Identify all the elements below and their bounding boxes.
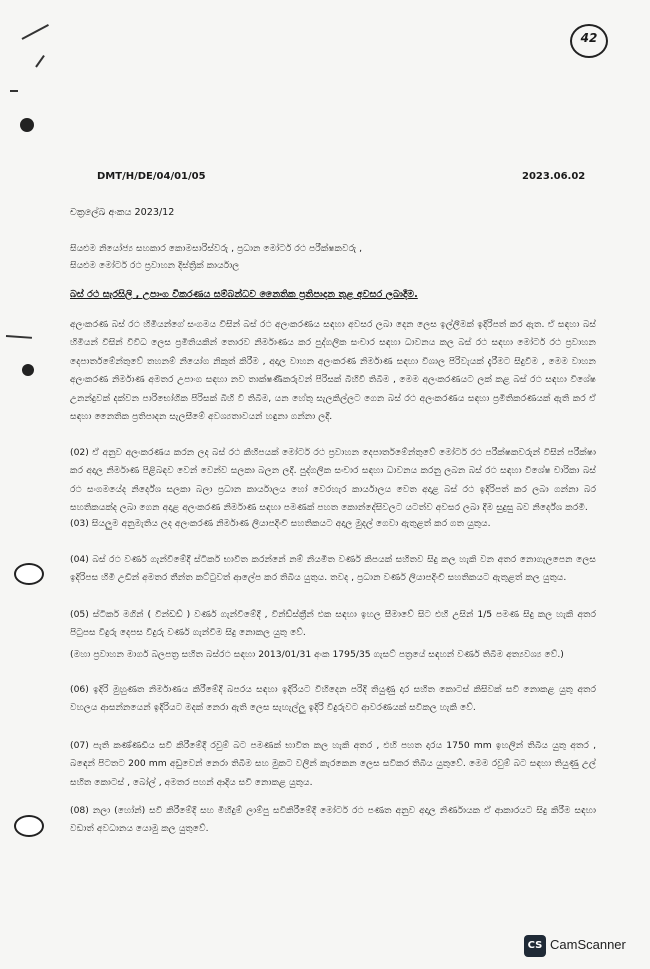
scan-mark	[10, 90, 18, 92]
scan-mark	[35, 55, 45, 68]
paragraph-07: (07) පැති කණ්ණඩිය සවි කිරීමේදී රවුම් බට පමණක් භාවිත කල හැකි අතර , එහි පහත දාරය 1750 mm ඉහලින් තිබිය යුතු අතර , බඳෙන් පිටතට 200 mm අඩුවෙන් නෙරා තිබීම සහ මුකට වලින් කැරකෙන ලෙස සවිකර තිබිය යුතුවේ. මෙම රවුම් බට සඳහා තියුණු උල් සහිත කොටස් , බෝල් , අමතර පහන් ආදිය සවි නොකළ යුතුය.	[70, 740, 596, 788]
reference-number: DMT/H/DE/04/01/05	[97, 171, 206, 182]
paragraph-03: (03) සියලුම අනුමැතිය ලද අලංකරණ නිර්මාණ ලියාපදිංචි සහතිකයට අදාල මුදල් ගෙවා ඇතුළත් කර ගත යුතුය.	[70, 518, 491, 529]
paragraph-02: (02) ඒ අනුව අලංකරණය කරන ලද බස් රථ කිහිපයක් මෝටර් රථ ප්‍රවාහන දෙපාර්තමේන්තුවේ මෝටර් රථ පරීක්ෂකවරුන් විසින් පරීක්ෂා කර අදාල නිර්මාණ පිළිබඳව වෙන් වෙන්ව සලකා බලන ලදී. පුද්ගලික සංචාර සඳහා ධාවනය කරනු ලබන බස් රථ සඳහා විශේෂ චාරිකා බස් රථ සංගමයේද නිර්දේශ සලකා බලා ප්‍රධාන කාර්යාලය හෝ වෙරහැර කාර්යාලය වෙත අදාළ බස් රථ ඉදිරිපත් කර ලබා ගන්නා බර සහතිකයක්ද ලබා ගෙන අදාළ අලංකරණ නිර්මාණ සඳහා පමණක් පහත කොන්දේසිවලට යටත්ව අවසර ලබා දීම සුදුසු බව නිර්දේශ කරමි.	[70, 447, 596, 514]
paragraph-gazette-note: (මහා ප්‍රවාහන මාර්ග බලපත්‍ර සහිත බස්රථ සඳහා 2013/01/31 අංක 1795/35 ගැසට් පත්‍රයේ සඳහන් වර්ණ තිබීම අත්‍යවශ්‍ය වේ.)	[70, 649, 564, 660]
camscanner-watermark: CamScanner	[550, 937, 626, 952]
binder-clip-icon	[14, 815, 44, 837]
paragraph-06: (06) ඉදිරි මුහුණත නිර්මාණය කිරීමේදී බපරය සඳහා ඉදිරියට විහිදෙන පරිදි තියුණු දාර සහිත කොටස් කිසිවක් සවි නොකළ යුතු අතර වහලය ආසන්නයෙන් ඉදිරියට මදක් නෙරා ඇති ලෙස සැහැල්ලු ඉදිරි වීදුරුවට ආවරණයක් සවිකල හැකි වේ.	[70, 684, 596, 714]
document-date: 2023.06.02	[522, 171, 586, 182]
subject-heading: බස් රථ සැරසිලි , උපාංග විකරණය සම්බන්ධව නෛතික ප්‍රතිපාදන තුළ අවසර ලබාදීම.	[70, 289, 418, 300]
paragraph-08: (08) නලා (හෝන්) සවි කිරීමේදී සහ මිහිදුම් ලාම්පු සවිකිරීමේදී මෝටර් රථ පණත අනුව අදාල නිර්ණායක ඒ ආකාරයට සිදු කිරීම සඳහා වඩාත් අවධානය යොමු කල යුතුවේ.	[70, 805, 596, 835]
punch-hole	[20, 118, 34, 132]
scan-mark	[6, 335, 32, 339]
page-number: 42	[580, 31, 598, 45]
circular-number: චක්‍රලේඛ අංකය 2023/12	[70, 207, 175, 218]
punch-hole	[22, 364, 34, 376]
paragraph-04: (04) බස් රථ වර්ණ ගැන්වීමේදී ස්ටිකර් භාවිත කරන්නේ නම් නියමිත වර්ණ කිපයක් සහිතව සිදු කල හැකි වන අතර නොගැලපෙන ලෙස ඉදිරිපස හිමි උඩින් අමතර තීන්ත කට්ටුවත් ආලේප කර තිබිය යුතුය. තවද , ප්‍රධාන වර්ණ ලියාපදිංචි සහතිකයට ඇතුළත් කල යුතුය.	[70, 554, 596, 584]
scan-mark	[22, 24, 49, 40]
camscanner-logo-icon: CS	[524, 935, 546, 957]
recipient-line-1: සියළුම නියෝජ්‍ය සහකාර කොමසාරිස්වරු , ප්‍රධාන මෝටර් රථ පරීක්ෂකවරු ,	[70, 243, 363, 254]
binder-clip-icon	[14, 563, 44, 585]
recipient-line-2: සියළුම මෝටර් රථ ප්‍රවාහන දිස්ත්‍රික් කාර්යාල	[70, 260, 240, 271]
intro-paragraph: අලංකරණ බස් රථ හිමියන්ගේ සංගමය විසින් බස් රථ අලංකරණය සඳහා අවසර ලබා දෙන ලෙස ඉල්ලීමක් ඉදිරිපත් කර ඇත. ඒ සඳහා බස් හිමියන් විසින් විවිධ ලෙස ප්‍රමිතියකින් තොරව නිර්මාණය කර පුද්ගලික සංචාර සඳහා ධාවනය කල බස් රථ සඳහා මෝටර් රථ ප්‍රවාහන දෙපාර්තමේන්තුවේ තහනම් නියෝග නිකුත් කිරීම , අදාල වාහන අලංකරණ නිර්මාණ සඳහා විශාල පිරිවැයක් දැරීමට සිදුවීම , මෙම වාහන අලංකරණ නිර්මාණ අමතර උපාංග සඳහා නව තාක්ෂණිකරුවන් පිරිසක් බිහිවී තිබීම , මෙම අලංකරණයට ලක් කළ බස් රථ සඳහා විශේෂ උනන්දුවක් දක්වන පාරිභෝගික පිරිසක් බිහි වී තිබීම, යන හේතු සැලකිල්ලට ගෙන බස් රථ අලංකරණය සඳහා ප්‍රමිතිකරණයක් ඇති කර ඒ සඳහා නෛතික ප්‍රතිපාදන සැලසීමේ අවශ්‍යතාවයන් හඳුනා ගන්නා ලදී.	[70, 319, 596, 423]
paragraph-05: (05) ස්ටිකර් මගින් ( වින්ඩඩ් ) වර්ණ ගැන්වීමේදී , වින්ඩ්ස්ක්‍රීන් එක සඳහා ඉහල සීමාවේ සිට එහි උසින් 1/5 පමණ සිදු කල හැකි අතර පිටුපස වීදුරු දෙපස වීදුරු වර්ණ ගැන්වීම සිදු නොකල යුතු වේ.	[70, 609, 596, 639]
